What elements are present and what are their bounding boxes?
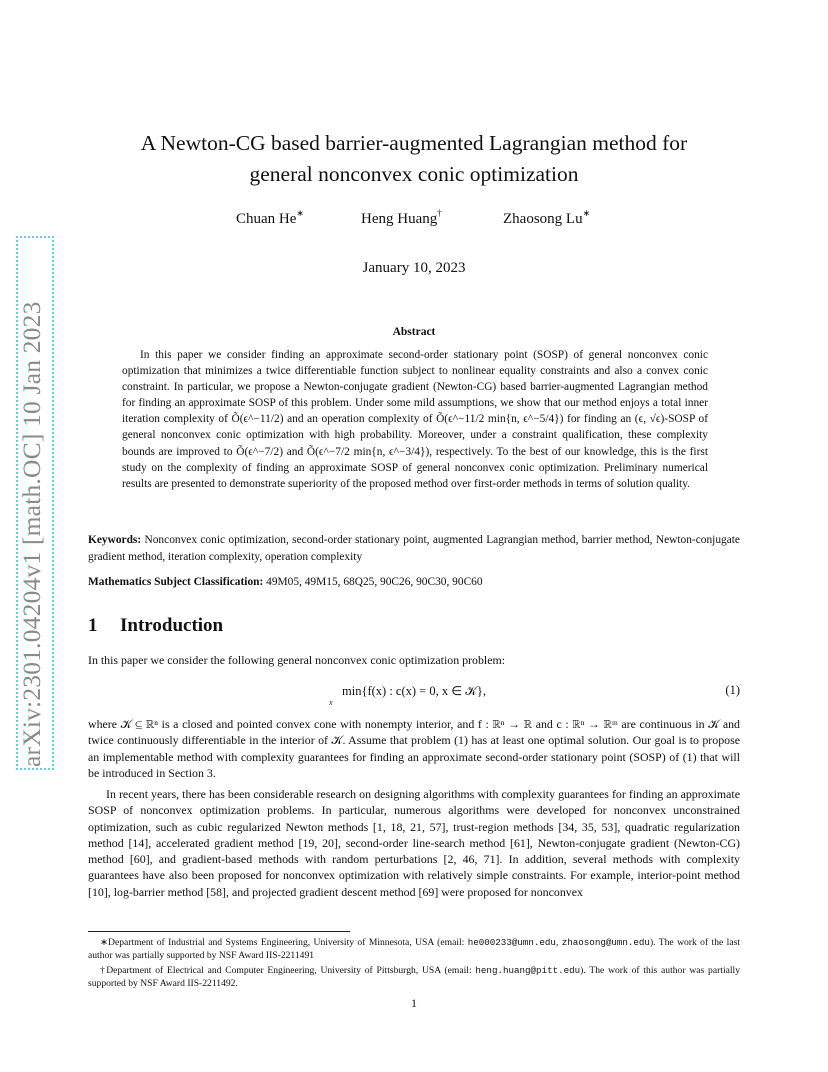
footnote-2-tail: ). The work of this author was partially supported by NSF Award IIS-2211492. <box>88 965 740 990</box>
footnote-1-text: ∗Department of Industrial and Systems Engineering, University of Minnesota, USA (email: <box>100 937 468 948</box>
equation-1 <box>88 683 740 707</box>
author-name: Chuan He <box>236 211 297 227</box>
footnote-2 <box>88 964 740 991</box>
title-line-2: general nonconvex conic optimization <box>249 162 579 186</box>
msc-label: Mathematics Subject Classification: <box>88 576 264 588</box>
page-number: 1 <box>411 996 417 1010</box>
intro-paragraph-3: In recent years, there has been considerable research on designing algorithms with complexity guarantees for finding an approximate SOSP of nonconvex optimization problems. In particular, numerous algorithms were developed for nonconvex unconstrained optimization, such as cubic regularized Newton methods [1, 18, 21, 57], trust-region methods [34, 35, 53], quadratic regularization method [14], accelerated gradient method [19, 20], second-order line-search method [61], Newton-conjugate gradient (Newton-CG) method [60], and gradient-based methods with random perturbations [2, 46, 71]. In addition, several methods with complexity guarantees have also been proposed for nonconvex optimization with relatively simple constraints. For example, interior-point method [10], log-barrier method [58], and projected gradient descent method [69] were proposed for nonconvex <box>88 787 740 899</box>
footnote-1-email-2[interactable]: zhaosong@umn.edu <box>561 937 650 948</box>
msc-classification <box>88 574 740 591</box>
footnote-2-text: †Department of Electrical and Computer Engineering, University of Pittsburgh, USA (email: <box>100 965 476 976</box>
msc-text: 49M05, 49M15, 68Q25, 90C26, 90C30, 90C60 <box>266 576 483 588</box>
keywords-label: Keywords: <box>88 534 142 546</box>
keywords-text: Nonconvex conic optimization, second-order stationary point, augmented Lagrangian method, barrier method, Newton-conjugate gradient method, iteration complexity, operation complexity <box>88 534 740 563</box>
author-mark: ∗ <box>582 208 591 218</box>
footnote-1-email-1[interactable]: he000233@umn.edu <box>467 937 556 948</box>
footnote-2-email[interactable]: heng.huang@pitt.edu <box>475 965 581 976</box>
arxiv-identifier[interactable]: arXiv:2301.04204v1 [math.OC] 10 Jan 2023 <box>17 301 46 767</box>
author-name: Heng Huang <box>361 211 438 227</box>
author-mark: † <box>437 208 442 218</box>
author-3 <box>503 208 590 228</box>
section-title: Introduction <box>120 615 224 636</box>
paper-date: January 10, 2023 <box>362 260 466 276</box>
footnote-1-tail: ). The work of the last author was partially supported by NSF Award IIS-2211491 <box>88 937 740 962</box>
keywords <box>88 532 740 565</box>
author-1 <box>236 208 304 228</box>
abstract-text: In this paper we consider finding an approximate second-order stationary point (SOSP) of general nonconvex conic optimization that minimizes a twice differentiable function subject to nonlinear equality constraints and also a convex conic constraint. In particular, we propose a Newton-conjugate gradient (Newton-CG) based barrier-augmented Lagrangian method for finding an approximate SOSP of this problem. Under some mild assumptions, we show that our method enjoys a total inner iteration complexity of Õ(ϵ^−11/2) and an operation complexity of Õ(ϵ^−11/2 min{n, ϵ^−5/4}) for finding an (ϵ, √ϵ)-SOSP of general nonconvex conic optimization with high probability. Moreover, under a constraint qualification, these complexity bounds are improved to Õ(ϵ^−7/2) and Õ(ϵ^−7/2 min{n, ϵ^−3/4}), respectively. To the best of our knowledge, this is the first study on the complexity of finding an approximate SOSP of general nonconvex conic optimization. Preliminary numerical results are presented to demonstrate superiority of the proposed method over first-order methods in terms of solution quality. <box>122 349 708 490</box>
abstract-heading: Abstract <box>392 326 436 338</box>
equation-subscript: x <box>329 698 333 707</box>
author-name: Zhaosong Lu <box>503 211 583 227</box>
intro-paragraph-1: In this paper we consider the following general nonconvex conic optimization problem: <box>88 653 506 667</box>
title-line-1: A Newton-CG based barrier-augmented Lagrangian method for <box>140 131 688 155</box>
equation-body: min{f(x) : c(x) = 0, x ∈ 𝒦}, <box>342 684 486 698</box>
section-heading <box>88 615 223 637</box>
footnote-divider <box>88 931 350 932</box>
equation-number: (1) <box>725 683 740 697</box>
author-mark: ∗ <box>296 208 304 218</box>
footnote-1: ∗Department of Industrial and Systems Engineering, University of Minnesota, USA (email: he000233@umn.edu, zhaosong@umn.edu). The work of the last author was partially supported by NSF Award IIS-2211491 <box>88 937 740 962</box>
paper-title <box>88 128 740 190</box>
author-2 <box>361 208 442 228</box>
intro-paragraph-2: where 𝒦 ⊆ ℝⁿ is a closed and pointed convex cone with nonempty interior, and f : ℝⁿ → ℝ and c : ℝⁿ → ℝᵐ are continuous in 𝒦 and twice continuously differentiable in the interior of 𝒦. Assume that problem (1) has at least one optimal solution. Our goal is to propose an implementable method with complexity guarantees for finding an approximate second-order stationary point (SOSP) of (1) that will be introduced in Section 3. <box>88 717 740 780</box>
section-number: 1 <box>88 615 98 636</box>
